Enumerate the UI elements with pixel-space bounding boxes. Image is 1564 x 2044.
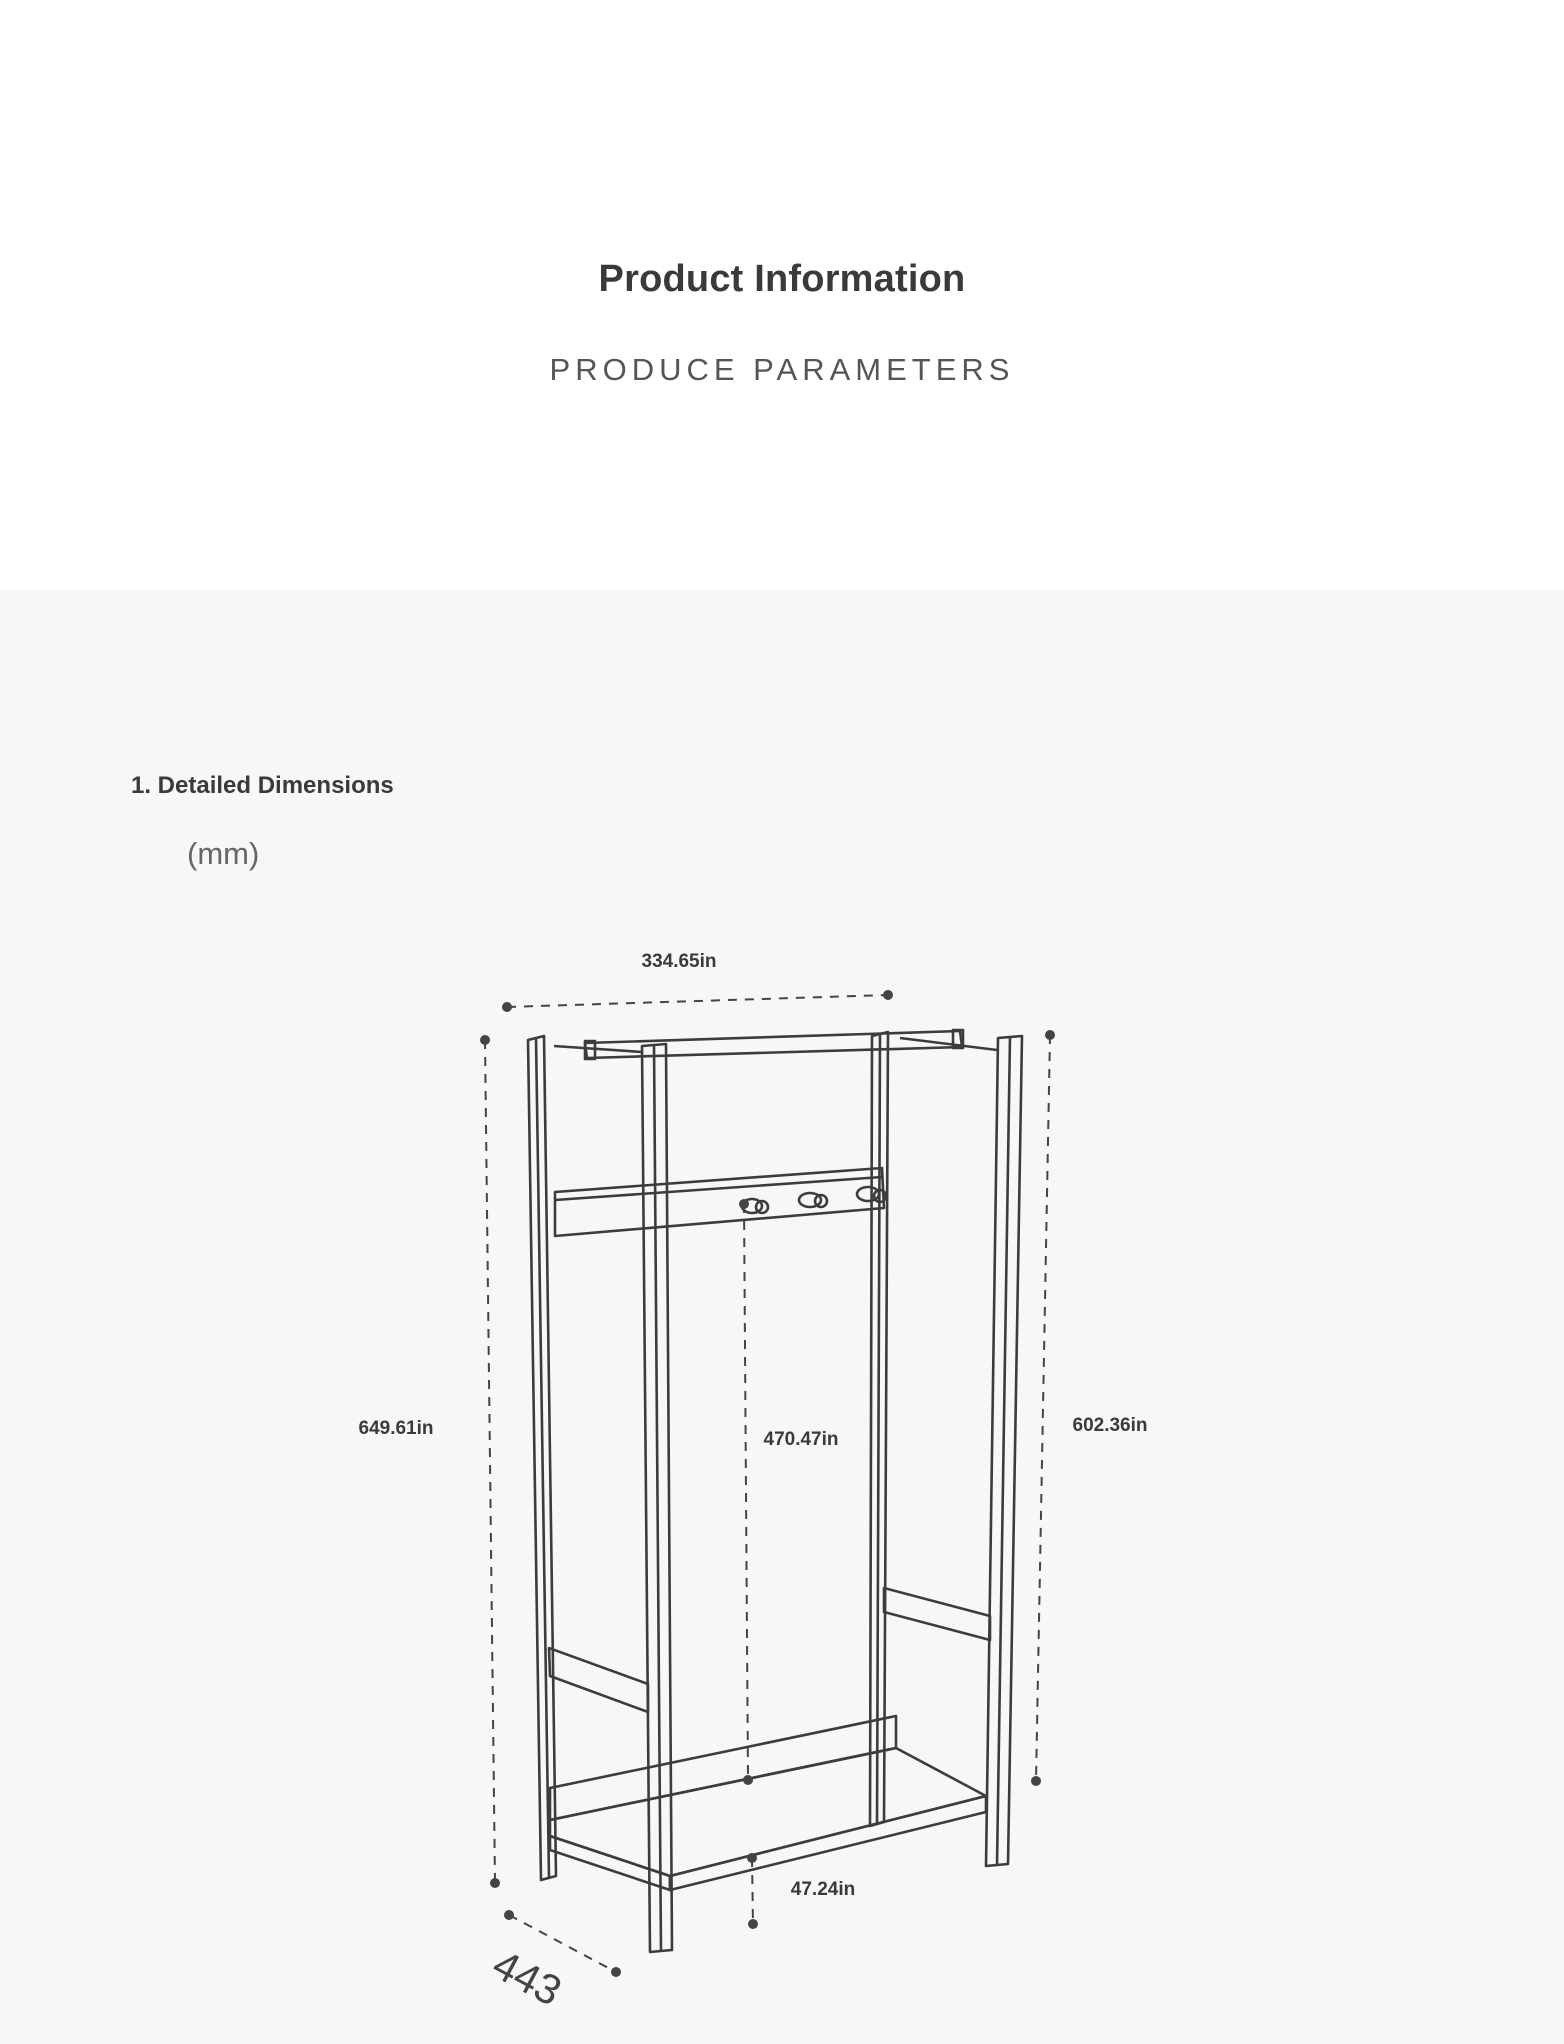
post-front-right-edge <box>997 1036 1010 1865</box>
width-endpoint-left <box>502 1002 512 1012</box>
side-rail-left <box>549 1648 648 1712</box>
total-height-dimension-line <box>485 1040 495 1883</box>
total-height-endpoint-bottom <box>490 1878 500 1888</box>
hook-height-endpoint-bottom <box>743 1775 753 1785</box>
side-height-endpoint-bottom <box>1031 1776 1041 1786</box>
top-crossbar-left <box>554 1046 642 1052</box>
width-dimension-line <box>507 995 888 1007</box>
depth-endpoint-front <box>504 1910 514 1920</box>
hook-height-endpoint-top <box>739 1199 749 1209</box>
page-subtitle: PRODUCE PARAMETERS <box>549 352 1015 387</box>
shelf-height-label: 47.24in <box>790 1879 856 1900</box>
side-height-label: 602.36in <box>1072 1415 1148 1436</box>
side-height-dimension-line <box>1036 1035 1050 1781</box>
post-back-right-edge <box>877 1034 880 1824</box>
width-endpoint-right <box>883 990 893 1000</box>
side-height-endpoint-top <box>1045 1030 1055 1040</box>
bottom-shelf-side-edge <box>670 1796 986 1890</box>
depth-label: 443 <box>485 1940 570 2015</box>
hook-height-dimension-line <box>744 1204 748 1780</box>
hook-board <box>555 1168 884 1236</box>
shelf-height-dimension-line <box>752 1858 753 1924</box>
post-front-left-edge <box>654 1045 661 1951</box>
side-rail-right <box>884 1588 990 1640</box>
dimension-lines <box>480 990 1055 1977</box>
shelf-height-endpoint-top <box>747 1853 757 1863</box>
shelf-height-endpoint-bottom <box>748 1919 758 1929</box>
total-height-endpoint-top <box>480 1035 490 1045</box>
bottom-shelf-front-edge <box>550 1836 670 1890</box>
page-title: Product Information <box>598 258 966 300</box>
rack-drawing <box>528 1030 1022 1952</box>
shelf-backboard <box>550 1716 896 1820</box>
width-label: 334.65in <box>641 951 717 972</box>
section-title: 1. Detailed Dimensions <box>131 772 394 799</box>
total-height-label: 649.61in <box>358 1418 434 1439</box>
hook-height-label: 470.47in <box>763 1429 839 1450</box>
unit-label: (mm) <box>187 836 260 871</box>
depth-endpoint-back <box>611 1967 621 1977</box>
